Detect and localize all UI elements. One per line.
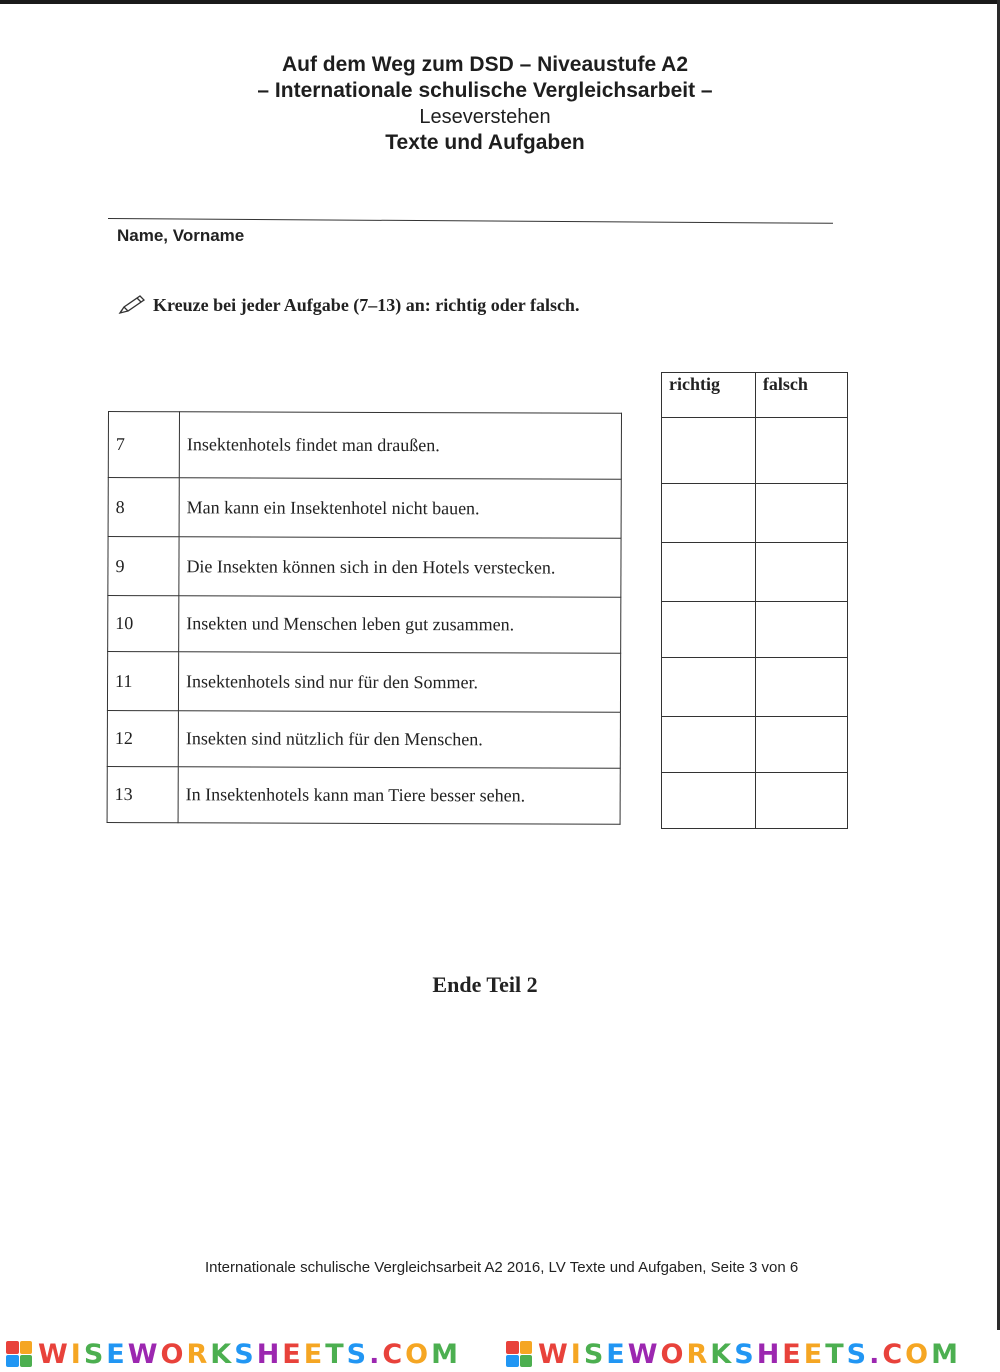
watermark-letter: S [583, 1338, 607, 1370]
page-footer: Internationale schulische Vergleichsarbeit A2 2016, LV Texte und Aufgaben, Seite 3 von 6 [205, 1259, 799, 1276]
answer-row [662, 658, 848, 717]
watermark-letter: E [282, 1338, 304, 1370]
answer-row [662, 543, 848, 602]
answer-row [662, 773, 848, 829]
watermark-letter: . [869, 1338, 883, 1370]
checkbox-falsch[interactable] [755, 418, 847, 484]
watermark-letter: C [882, 1338, 906, 1370]
question-row [107, 652, 620, 713]
watermark-letter: . [369, 1338, 383, 1370]
header-subtitle: – Internationale schulische Vergleichsarbeit – [257, 79, 713, 102]
question-statement: Insektenhotels findet man draußen. [179, 412, 621, 480]
answer-row [662, 602, 848, 658]
name-label: Name, Vorname [117, 226, 245, 245]
watermark-letter: M [431, 1338, 461, 1370]
watermark-letter: O [405, 1338, 432, 1370]
watermark-letter: E [782, 1338, 804, 1370]
question-row [108, 412, 621, 480]
header-section: Leseverstehen [419, 106, 551, 128]
page-top-edge [0, 0, 1000, 4]
watermark-text [538, 1339, 961, 1370]
watermark-letter: S [234, 1338, 257, 1370]
instruction-text: Kreuze bei jeder Aufgabe (7–13) an: richtig oder falsch. [153, 294, 580, 315]
answer-row [662, 717, 848, 773]
checkbox-richtig[interactable] [662, 484, 756, 543]
checkbox-falsch[interactable] [755, 543, 847, 602]
name-line[interactable] [108, 218, 833, 224]
watermark-letter: W [127, 1338, 161, 1370]
watermark-letter: W [538, 1338, 571, 1370]
checkbox-richtig[interactable] [662, 418, 756, 484]
instruction [117, 294, 579, 316]
answer-row [662, 484, 848, 543]
watermark-letter: I [570, 1338, 584, 1370]
question-number: 11 [107, 652, 178, 711]
watermark-group [0, 1339, 500, 1370]
checkbox-falsch[interactable] [755, 484, 847, 543]
watermark-letter: S [734, 1338, 757, 1370]
checkbox-falsch[interactable] [755, 602, 847, 658]
question-statement: Insekten und Menschen leben gut zusammen. [179, 596, 621, 654]
watermark-group [500, 1339, 1000, 1370]
checkbox-falsch[interactable] [755, 717, 847, 773]
question-table [107, 411, 622, 825]
question-number: 8 [108, 478, 179, 537]
answer-row [662, 418, 848, 484]
watermark-letter: O [905, 1338, 932, 1370]
question-row [108, 596, 621, 654]
question-number: 12 [107, 710, 178, 766]
checkbox-falsch[interactable] [755, 773, 847, 829]
end-of-part: Ende Teil 2 [432, 972, 538, 997]
watermark-letter: S [346, 1338, 370, 1370]
header-part: Texte und Aufgaben [385, 131, 585, 154]
watermark-letter: I [70, 1338, 84, 1370]
watermark-letter: R [686, 1338, 711, 1370]
header-title: Auf dem Weg zum DSD – Niveaustufe A2 [281, 53, 689, 76]
checkbox-richtig[interactable] [662, 717, 756, 773]
pencil-icon [117, 294, 147, 316]
column-header-richtig: richtig [662, 373, 756, 418]
watermark-letter: E [303, 1338, 326, 1370]
checkbox-falsch[interactable] [755, 658, 847, 717]
watermark-letter: S [83, 1338, 107, 1370]
question-statement: Insekten sind nützlich für den Menschen. [178, 711, 620, 769]
watermark-letter: O [160, 1338, 187, 1370]
watermark-letter: H [256, 1338, 283, 1370]
question-row [107, 710, 620, 768]
watermark-letter: T [825, 1338, 847, 1370]
question-number: 9 [108, 537, 179, 596]
watermark-letter: E [606, 1338, 628, 1370]
checkbox-richtig[interactable] [662, 543, 756, 602]
watermark-letter: W [627, 1338, 661, 1370]
watermark-letter: K [210, 1338, 235, 1370]
question-row [108, 537, 621, 598]
watermark-letter: C [382, 1338, 406, 1370]
answer-table [661, 372, 848, 829]
watermark-letter: S [846, 1338, 870, 1370]
watermark-letter: E [803, 1338, 826, 1370]
watermark-text [38, 1339, 461, 1370]
question-number: 10 [108, 596, 179, 652]
document-header [150, 52, 820, 156]
question-row [108, 478, 621, 539]
question-statement: Die Insekten können sich in den Hotels verstecken. [179, 537, 621, 598]
column-header-falsch: falsch [755, 373, 847, 418]
watermark-letter: H [756, 1338, 783, 1370]
watermark-letter: R [186, 1338, 211, 1370]
question-statement: Insektenhotels sind nur für den Sommer. [178, 652, 620, 713]
question-statement: In Insektenhotels kann man Tiere besser sehen. [178, 767, 620, 825]
watermark-banner [0, 1336, 1000, 1372]
wiseworksheets-logo-icon [6, 1341, 32, 1367]
watermark-letter: E [106, 1338, 128, 1370]
watermark-letter: T [325, 1338, 347, 1370]
watermark-letter: O [660, 1338, 687, 1370]
watermark-letter: K [710, 1338, 735, 1370]
question-row [107, 766, 620, 824]
checkbox-richtig[interactable] [662, 602, 756, 658]
checkbox-richtig[interactable] [662, 773, 756, 829]
question-number: 7 [108, 412, 179, 478]
watermark-letter: M [931, 1338, 961, 1370]
question-statement: Man kann ein Insektenhotel nicht bauen. [179, 478, 621, 539]
question-number: 13 [107, 766, 178, 822]
wiseworksheets-logo-icon [506, 1341, 532, 1367]
checkbox-richtig[interactable] [662, 658, 756, 717]
watermark-letter: W [38, 1338, 71, 1370]
